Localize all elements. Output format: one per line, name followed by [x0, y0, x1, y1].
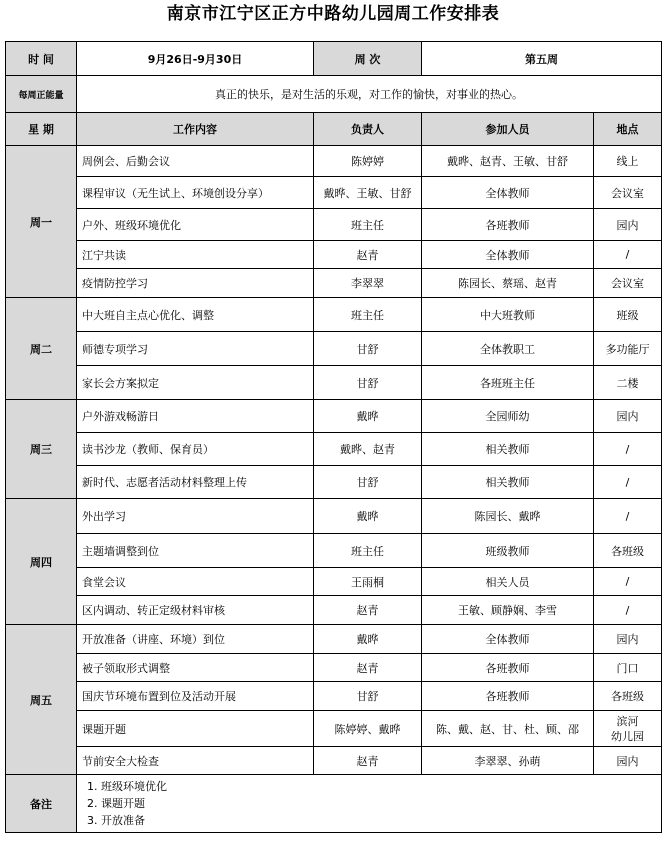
- task-participants: 李翠翠、孙萌: [422, 747, 594, 775]
- task-owner: 赵青: [314, 596, 422, 625]
- col-header-owner: 负责人: [314, 113, 422, 146]
- table-row: [6, 298, 662, 332]
- task-participants: 中大班教师: [422, 298, 594, 332]
- day-label: 周二: [6, 298, 77, 400]
- table-row: [6, 711, 662, 747]
- table-row: [6, 269, 662, 298]
- task-location: 会议室: [594, 177, 662, 209]
- schedule-table: [5, 41, 662, 833]
- task-participants: 陈、戴、赵、甘、杜、顾、邵: [422, 711, 594, 747]
- task-location: 园内: [594, 209, 662, 241]
- task-content: 读书沙龙（教师、保育员）: [77, 433, 314, 466]
- date-range: 9月26日-9月30日: [77, 42, 314, 76]
- task-owner: 陈婷婷: [314, 146, 422, 177]
- task-location: 滨河 幼儿园: [594, 711, 662, 747]
- task-content: 家长会方案拟定: [77, 366, 314, 400]
- task-participants: 陈园长、蔡瑶、赵青: [422, 269, 594, 298]
- task-owner: 戴晔: [314, 625, 422, 654]
- task-location: 二楼: [594, 366, 662, 400]
- task-content: 疫情防控学习: [77, 269, 314, 298]
- week-value: 第五周: [422, 42, 662, 76]
- task-participants: 各班教师: [422, 654, 594, 682]
- task-content: 节前安全大检查: [77, 747, 314, 775]
- task-content: 户外、班级环境优化: [77, 209, 314, 241]
- task-content: 师德专项学习: [77, 332, 314, 366]
- task-location: 园内: [594, 625, 662, 654]
- task-content: 食堂会议: [77, 568, 314, 596]
- table-row: [6, 682, 662, 711]
- table-row: [6, 625, 662, 654]
- table-row: [6, 209, 662, 241]
- task-location: 班级: [594, 298, 662, 332]
- notes-content: [77, 775, 662, 833]
- notes-row: [6, 775, 662, 833]
- task-owner: 赵青: [314, 654, 422, 682]
- task-location: /: [594, 433, 662, 466]
- task-content: 中大班自主点心优化、调整: [77, 298, 314, 332]
- task-participants: 王敏、顾静娴、李雪: [422, 596, 594, 625]
- task-content: 区内调动、转正定级材料审核: [77, 596, 314, 625]
- table-row: [6, 400, 662, 433]
- day-label: 周三: [6, 400, 77, 499]
- header-row-motto: [6, 76, 662, 113]
- task-content: 开放准备（讲座、环境）到位: [77, 625, 314, 654]
- task-location: /: [594, 499, 662, 534]
- task-participants: 相关教师: [422, 466, 594, 499]
- task-participants: 陈园长、戴晔: [422, 499, 594, 534]
- table-row: [6, 241, 662, 269]
- task-location: 多功能厅: [594, 332, 662, 366]
- task-location: 园内: [594, 400, 662, 433]
- task-content: 课程审议（无生试上、环境创设分享）: [77, 177, 314, 209]
- task-owner: 甘舒: [314, 332, 422, 366]
- table-row: [6, 466, 662, 499]
- task-participants: 各班班主任: [422, 366, 594, 400]
- task-participants: 戴晔、赵青、王敏、甘舒: [422, 146, 594, 177]
- col-header-location: 地点: [594, 113, 662, 146]
- task-content: 主题墙调整到位: [77, 534, 314, 568]
- week-label: 周 次: [314, 42, 422, 76]
- time-label: 时 间: [6, 42, 77, 76]
- col-header-day: 星 期: [6, 113, 77, 146]
- task-location: 各班级: [594, 682, 662, 711]
- task-participants: 各班教师: [422, 209, 594, 241]
- task-participants: 全体教师: [422, 241, 594, 269]
- task-content: 国庆节环境布置到位及活动开展: [77, 682, 314, 711]
- task-participants: 相关人员: [422, 568, 594, 596]
- task-owner: 班主任: [314, 209, 422, 241]
- task-participants: 全体教师: [422, 177, 594, 209]
- task-participants: 相关教师: [422, 433, 594, 466]
- task-owner: 陈婷婷、戴晔: [314, 711, 422, 747]
- table-row: [6, 366, 662, 400]
- task-owner: 王雨桐: [314, 568, 422, 596]
- table-row: [6, 499, 662, 534]
- task-location: 线上: [594, 146, 662, 177]
- day-label: 周五: [6, 625, 77, 775]
- task-content: 新时代、志愿者活动材料整理上传: [77, 466, 314, 499]
- table-row: [6, 654, 662, 682]
- notes-item: 3. 开放准备: [87, 814, 145, 827]
- task-owner: 甘舒: [314, 682, 422, 711]
- task-content: 被子领取形式调整: [77, 654, 314, 682]
- task-location: /: [594, 241, 662, 269]
- table-row: [6, 596, 662, 625]
- table-row: [6, 332, 662, 366]
- col-header-content: 工作内容: [77, 113, 314, 146]
- task-owner: 班主任: [314, 534, 422, 568]
- task-location: /: [594, 568, 662, 596]
- column-header-row: [6, 113, 662, 146]
- task-location: 各班级: [594, 534, 662, 568]
- task-owner: 戴晔: [314, 499, 422, 534]
- table-row: [6, 146, 662, 177]
- task-owner: 班主任: [314, 298, 422, 332]
- task-content: 江宁共读: [77, 241, 314, 269]
- task-location: 园内: [594, 747, 662, 775]
- task-participants: 全体教师: [422, 625, 594, 654]
- task-participants: 班级教师: [422, 534, 594, 568]
- task-owner: 戴晔、王敏、甘舒: [314, 177, 422, 209]
- table-row: [6, 534, 662, 568]
- task-location: /: [594, 466, 662, 499]
- day-label: 周一: [6, 146, 77, 298]
- task-owner: 李翠翠: [314, 269, 422, 298]
- motto-text: 真正的快乐，是对生活的乐观，对工作的愉快，对事业的热心。: [77, 76, 662, 113]
- task-owner: 赵青: [314, 241, 422, 269]
- task-participants: 全园师幼: [422, 400, 594, 433]
- task-location: 门口: [594, 654, 662, 682]
- table-row: [6, 177, 662, 209]
- day-label: 周四: [6, 499, 77, 625]
- task-owner: 赵青: [314, 747, 422, 775]
- notes-item: 2. 课题开题: [87, 797, 145, 810]
- task-participants: 全体教职工: [422, 332, 594, 366]
- notes-item: 1. 班级环境优化: [87, 780, 167, 793]
- task-location: /: [594, 596, 662, 625]
- col-header-participants: 参加人员: [422, 113, 594, 146]
- task-owner: 甘舒: [314, 366, 422, 400]
- notes-label: 备注: [6, 775, 77, 833]
- page-title: 南京市江宁区正方中路幼儿园周工作安排表: [166, 4, 500, 24]
- motto-label: 每周正能量: [6, 76, 77, 113]
- task-content: 户外游戏畅游日: [77, 400, 314, 433]
- table-row: [6, 433, 662, 466]
- header-row-time: [6, 42, 662, 76]
- task-location: 会议室: [594, 269, 662, 298]
- task-content: 外出学习: [77, 499, 314, 534]
- table-row: [6, 568, 662, 596]
- task-participants: 各班教师: [422, 682, 594, 711]
- task-owner: 戴晔: [314, 400, 422, 433]
- task-owner: 戴晔、赵青: [314, 433, 422, 466]
- task-content: 课题开题: [77, 711, 314, 747]
- task-owner: 甘舒: [314, 466, 422, 499]
- task-content: 周例会、后勤会议: [77, 146, 314, 177]
- notes-list: [81, 778, 657, 829]
- table-row: [6, 747, 662, 775]
